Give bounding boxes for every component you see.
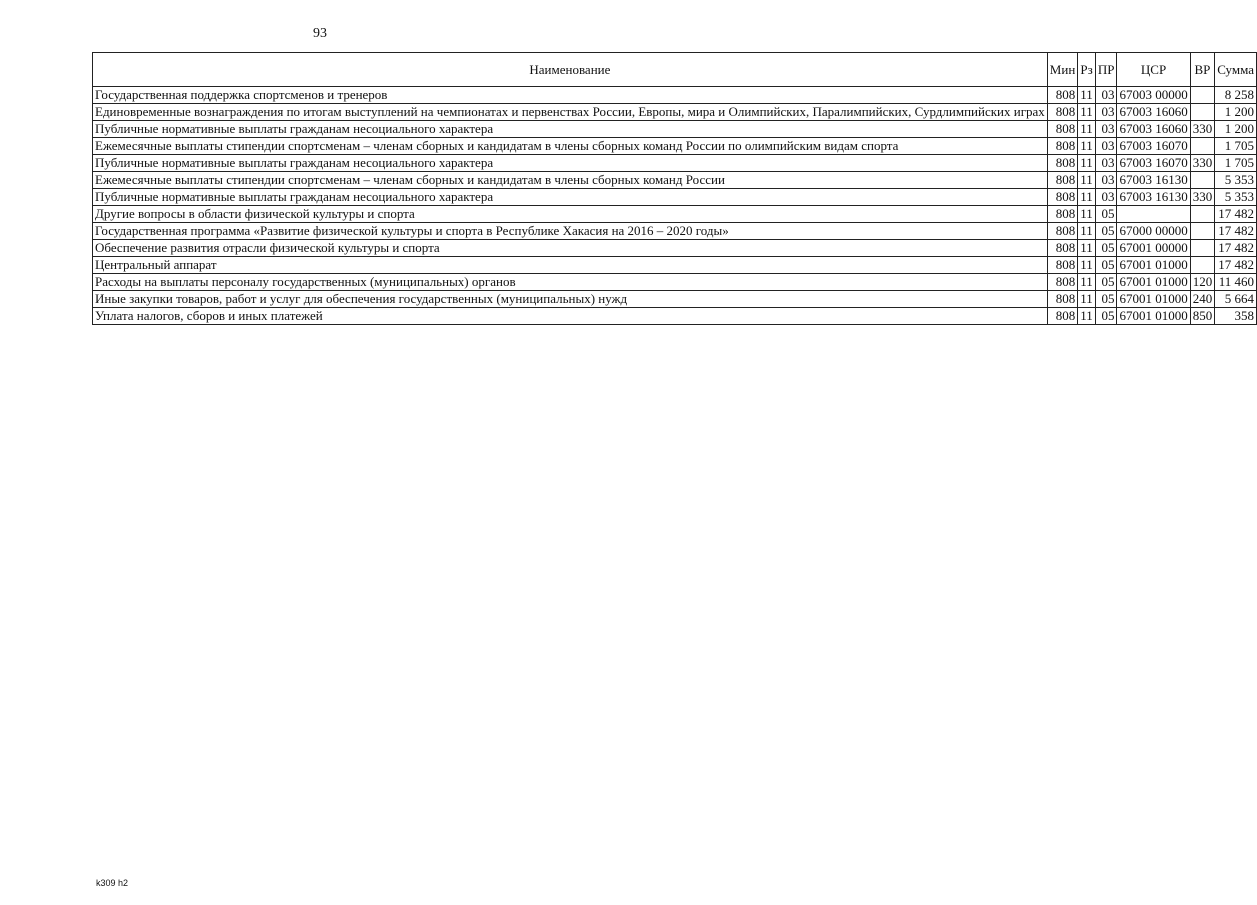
table-row — [93, 240, 1257, 257]
row-sum: 17 482 — [1215, 206, 1257, 223]
row-sum: 17 482 — [1215, 223, 1257, 240]
table-row — [93, 206, 1257, 223]
row-vr: 120 — [1190, 274, 1215, 291]
row-min: 808 — [1047, 189, 1077, 206]
row-min: 808 — [1047, 308, 1077, 325]
row-csr: 67003 00000 — [1117, 87, 1190, 104]
row-pr: 05 — [1095, 257, 1117, 274]
row-vr — [1190, 240, 1215, 257]
row-name: Расходы на выплаты персоналу государственных (муниципальных) органов — [93, 274, 1048, 291]
row-min: 808 — [1047, 138, 1077, 155]
row-min: 808 — [1047, 291, 1077, 308]
budget-table — [92, 52, 1257, 325]
row-rz: 11 — [1078, 206, 1096, 223]
row-name: Другие вопросы в области физической культуры и спорта — [93, 206, 1048, 223]
row-pr: 03 — [1095, 172, 1117, 189]
row-rz: 11 — [1078, 223, 1096, 240]
row-name: Публичные нормативные выплаты гражданам несоциального характера — [93, 155, 1048, 172]
row-sum: 17 482 — [1215, 257, 1257, 274]
row-vr: 330 — [1190, 189, 1215, 206]
row-min: 808 — [1047, 121, 1077, 138]
row-sum: 1 705 — [1215, 138, 1257, 155]
row-csr: 67001 01000 — [1117, 274, 1190, 291]
row-name: Единовременные вознаграждения по итогам выступлений на чемпионатах и первенствах России, Европы, мира и Олимпийских, Паралимпийских, Сурдлимпийских играх — [93, 104, 1048, 121]
table-header-row — [93, 53, 1257, 87]
row-pr: 05 — [1095, 223, 1117, 240]
row-pr: 05 — [1095, 308, 1117, 325]
row-pr: 05 — [1095, 291, 1117, 308]
table-row — [93, 138, 1257, 155]
row-name: Ежемесячные выплаты стипендии спортсменам – членам сборных и кандидатам в члены сборных команд России — [93, 172, 1048, 189]
row-rz: 11 — [1078, 291, 1096, 308]
table-row — [93, 87, 1257, 104]
row-vr — [1190, 138, 1215, 155]
row-csr: 67003 16130 — [1117, 189, 1190, 206]
row-csr: 67001 00000 — [1117, 240, 1190, 257]
row-name: Обеспечение развития отрасли физической культуры и спорта — [93, 240, 1048, 257]
row-vr — [1190, 206, 1215, 223]
row-min: 808 — [1047, 155, 1077, 172]
row-name: Иные закупки товаров, работ и услуг для обеспечения государственных (муниципальных) нужд — [93, 291, 1048, 308]
column-header-pr: ПР — [1095, 53, 1117, 87]
column-header-min: Мин — [1047, 53, 1077, 87]
row-rz: 11 — [1078, 308, 1096, 325]
row-min: 808 — [1047, 223, 1077, 240]
row-csr: 67001 01000 — [1117, 257, 1190, 274]
table-row — [93, 155, 1257, 172]
table-row — [93, 104, 1257, 121]
column-header-name: Наименование — [93, 53, 1048, 87]
row-sum: 17 482 — [1215, 240, 1257, 257]
row-rz: 11 — [1078, 104, 1096, 121]
table-row — [93, 172, 1257, 189]
row-vr: 330 — [1190, 155, 1215, 172]
row-pr: 03 — [1095, 121, 1117, 138]
row-name: Государственная программа «Развитие физической культуры и спорта в Республике Хакасия на 2016 – 2020 годы» — [93, 223, 1048, 240]
row-vr — [1190, 223, 1215, 240]
row-csr: 67003 16070 — [1117, 155, 1190, 172]
row-sum: 358 — [1215, 308, 1257, 325]
row-sum: 1 705 — [1215, 155, 1257, 172]
row-rz: 11 — [1078, 240, 1096, 257]
row-rz: 11 — [1078, 172, 1096, 189]
table-row — [93, 121, 1257, 138]
row-vr — [1190, 257, 1215, 274]
row-rz: 11 — [1078, 257, 1096, 274]
column-header-vr: ВР — [1190, 53, 1215, 87]
row-csr: 67003 16130 — [1117, 172, 1190, 189]
row-rz: 11 — [1078, 274, 1096, 291]
row-vr — [1190, 104, 1215, 121]
row-min: 808 — [1047, 172, 1077, 189]
row-pr: 03 — [1095, 138, 1117, 155]
row-name: Публичные нормативные выплаты гражданам несоциального характера — [93, 121, 1048, 138]
row-csr: 67000 00000 — [1117, 223, 1190, 240]
row-sum: 5 353 — [1215, 189, 1257, 206]
row-pr: 05 — [1095, 206, 1117, 223]
table-row — [93, 257, 1257, 274]
row-csr — [1117, 206, 1190, 223]
row-csr: 67001 01000 — [1117, 291, 1190, 308]
footer-code: k309 h2 — [96, 878, 129, 888]
row-rz: 11 — [1078, 138, 1096, 155]
table-row — [93, 189, 1257, 206]
row-min: 808 — [1047, 240, 1077, 257]
column-header-rz: Рз — [1078, 53, 1096, 87]
row-sum: 5 664 — [1215, 291, 1257, 308]
row-min: 808 — [1047, 206, 1077, 223]
row-min: 808 — [1047, 257, 1077, 274]
row-sum: 8 258 — [1215, 87, 1257, 104]
row-csr: 67003 16060 — [1117, 104, 1190, 121]
row-pr: 03 — [1095, 189, 1117, 206]
table-row — [93, 223, 1257, 240]
row-min: 808 — [1047, 87, 1077, 104]
row-sum: 5 353 — [1215, 172, 1257, 189]
row-sum: 11 460 — [1215, 274, 1257, 291]
column-header-csr: ЦСР — [1117, 53, 1190, 87]
row-sum: 1 200 — [1215, 104, 1257, 121]
row-name: Публичные нормативные выплаты гражданам несоциального характера — [93, 189, 1048, 206]
page-number: 93 — [313, 26, 327, 41]
row-name: Государственная поддержка спортсменов и тренеров — [93, 87, 1048, 104]
row-name: Ежемесячные выплаты стипендии спортсменам – членам сборных и кандидатам в члены сборных команд России по олимпийским видам спорта — [93, 138, 1048, 155]
row-pr: 05 — [1095, 240, 1117, 257]
column-header-sum: Сумма — [1215, 53, 1257, 87]
row-pr: 03 — [1095, 104, 1117, 121]
row-pr: 03 — [1095, 155, 1117, 172]
row-csr: 67003 16070 — [1117, 138, 1190, 155]
table-row — [93, 291, 1257, 308]
row-csr: 67003 16060 — [1117, 121, 1190, 138]
row-name: Центральный аппарат — [93, 257, 1048, 274]
row-rz: 11 — [1078, 155, 1096, 172]
row-rz: 11 — [1078, 121, 1096, 138]
row-vr: 240 — [1190, 291, 1215, 308]
row-pr: 03 — [1095, 87, 1117, 104]
row-vr: 330 — [1190, 121, 1215, 138]
row-rz: 11 — [1078, 189, 1096, 206]
row-min: 808 — [1047, 274, 1077, 291]
row-csr: 67001 01000 — [1117, 308, 1190, 325]
table-row — [93, 308, 1257, 325]
row-sum: 1 200 — [1215, 121, 1257, 138]
row-vr — [1190, 87, 1215, 104]
row-vr: 850 — [1190, 308, 1215, 325]
row-vr — [1190, 172, 1215, 189]
row-name: Уплата налогов, сборов и иных платежей — [93, 308, 1048, 325]
row-rz: 11 — [1078, 87, 1096, 104]
table-row — [93, 274, 1257, 291]
row-pr: 05 — [1095, 274, 1117, 291]
row-min: 808 — [1047, 104, 1077, 121]
